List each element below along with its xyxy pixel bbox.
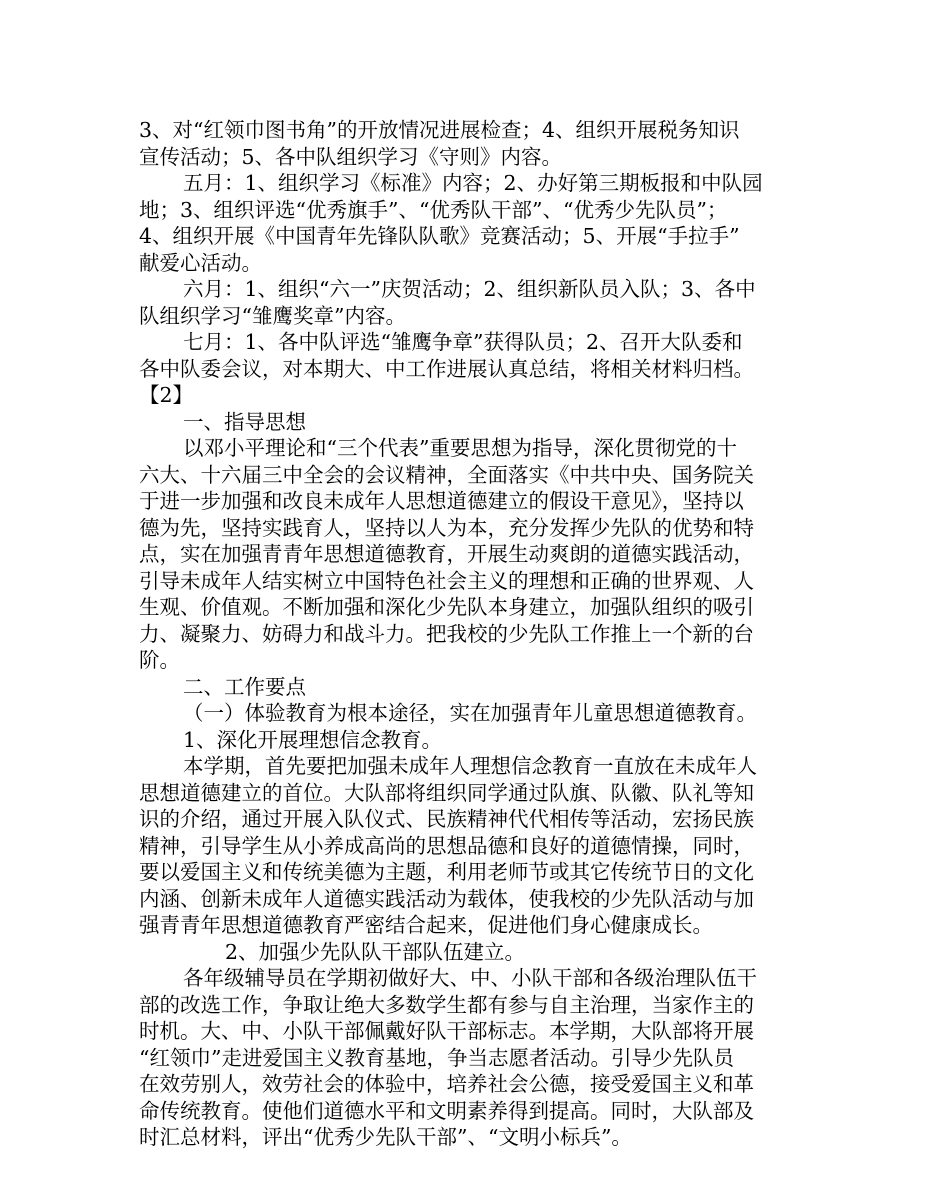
text-line: 本学期，首先要把加强未成年人理想信念教育一直放在未成年人 [183, 754, 757, 778]
text-line: （一）体验教育为根本途径，实在加强青年儿童思想道德教育。 [183, 701, 757, 725]
text-line: 献爱心活动。 [139, 250, 262, 275]
document-body [139, 117, 817, 1151]
text-line: “红领巾”走进爱国主义教育基地，争当志愿者活动。引导少先队员 [139, 1045, 734, 1070]
text-line: 点，实在加强青青年思想道德教育，开展生动爽朗的道德实践活动， [139, 542, 754, 566]
text-line: 各中队委会议，对本期大、中工作进展认真总结，将相关材料归档。 [139, 356, 754, 381]
text-line: 部的改选工作，争取让绝大多数学生都有参与自主治理，当家作主的 [139, 992, 754, 1017]
text-line: 一、指导思想 [183, 409, 306, 434]
text-line: 3、对“红领巾图书角”的开放情况进展检查；4、组织开展税务知识 [139, 118, 740, 142]
text-line: 思想道德建立的首位。大队部将组织同学通过队旗、队徽、队礼等知 [139, 780, 754, 805]
text-line: 七月：1、各中队评选“雏鹰争章”获得队员；2、召开大队委和 [183, 330, 743, 354]
text-line: 时汇总材料，评出“优秀少先队干部”、“文明小标兵”。 [139, 1125, 632, 1149]
text-line: 【2】 [139, 383, 194, 407]
text-line: 二、工作要点 [183, 674, 306, 699]
text-line: 六大、十六届三中全会的会议精神，全面落实《中共中央、国务院关 [139, 462, 754, 487]
text-line: 宣传活动；5、各中队组织学习《守则》内容。 [139, 144, 563, 169]
text-line: 2、加强少先队队干部队伍建立。 [225, 939, 526, 964]
text-line: 于进一步加强和改良未成年人思想道德建立的假设干意见》，坚持以 [139, 489, 744, 513]
text-line: 精神，引导学生从小养成高尚的思想品德和良好的道德情操，同时， [139, 833, 754, 858]
text-line: 地；3、组织评选“优秀旗手”、“优秀队干部”、“优秀少先队员”； [139, 197, 728, 222]
text-line: 识的介绍，通过开展入队仪式、民族精神代代相传等活动，宏扬民族 [139, 807, 754, 831]
text-line: 引导未成年人结实树立中国特色社会主义的理想和正确的世界观、人 [139, 568, 754, 593]
text-line: 时机。大、中、小队干部佩戴好队干部标志。本学期，大队部将开展 [139, 1019, 754, 1043]
text-line: 德为先，坚持实践育人，坚持以人为本，充分发挥少先队的优势和特 [139, 515, 754, 540]
text-line: 以邓小平理论和“三个代表”重要思想为指导，深化贯彻党的十 [183, 436, 737, 460]
text-line: 力、凝聚力、妨碍力和战斗力。把我校的少先队工作推上一个新的台 [139, 621, 754, 646]
text-line: 命传统教育。使他们道德水平和文明素养得到提高。同时，大队部及 [139, 1098, 754, 1123]
text-line: 4、组织开展《中国青年先锋队队歌》竞赛活动；5、开展“手拉手” [139, 224, 740, 248]
text-line: 强青青年思想道德教育严密结合起来，促进他们身心健康成长。 [139, 913, 713, 937]
text-line: 要以爱国主义和传统美德为主题，利用老师节或其它传统节日的文化 [139, 860, 754, 884]
text-line: 队组织学习“雏鹰奖章”内容。 [139, 303, 406, 328]
text-line: 各年级辅导员在学期初做好大、中、小队干部和各级治理队伍干 [183, 966, 757, 990]
text-line: 内涵、创新未成年人道德实践活动为载体，使我校的少先队活动与加 [139, 886, 754, 911]
text-line: 五月：1、组织学习《标准》内容；2、办好第三期板报和中队园 [183, 171, 763, 195]
text-line: 阶。 [139, 648, 180, 672]
text-line: 在效劳别人，效劳社会的体验中，培养社会公德，接受爱国主义和革 [139, 1072, 754, 1096]
text-line: 1、深化开展理想信念教育。 [183, 727, 443, 752]
text-line: 生观、价值观。不断加强和深化少先队本身建立，加强队组织的吸引 [139, 595, 754, 619]
text-line: 六月：1、组织“六一”庆贺活动；2、组织新队员入队；3、各中 [183, 277, 756, 301]
